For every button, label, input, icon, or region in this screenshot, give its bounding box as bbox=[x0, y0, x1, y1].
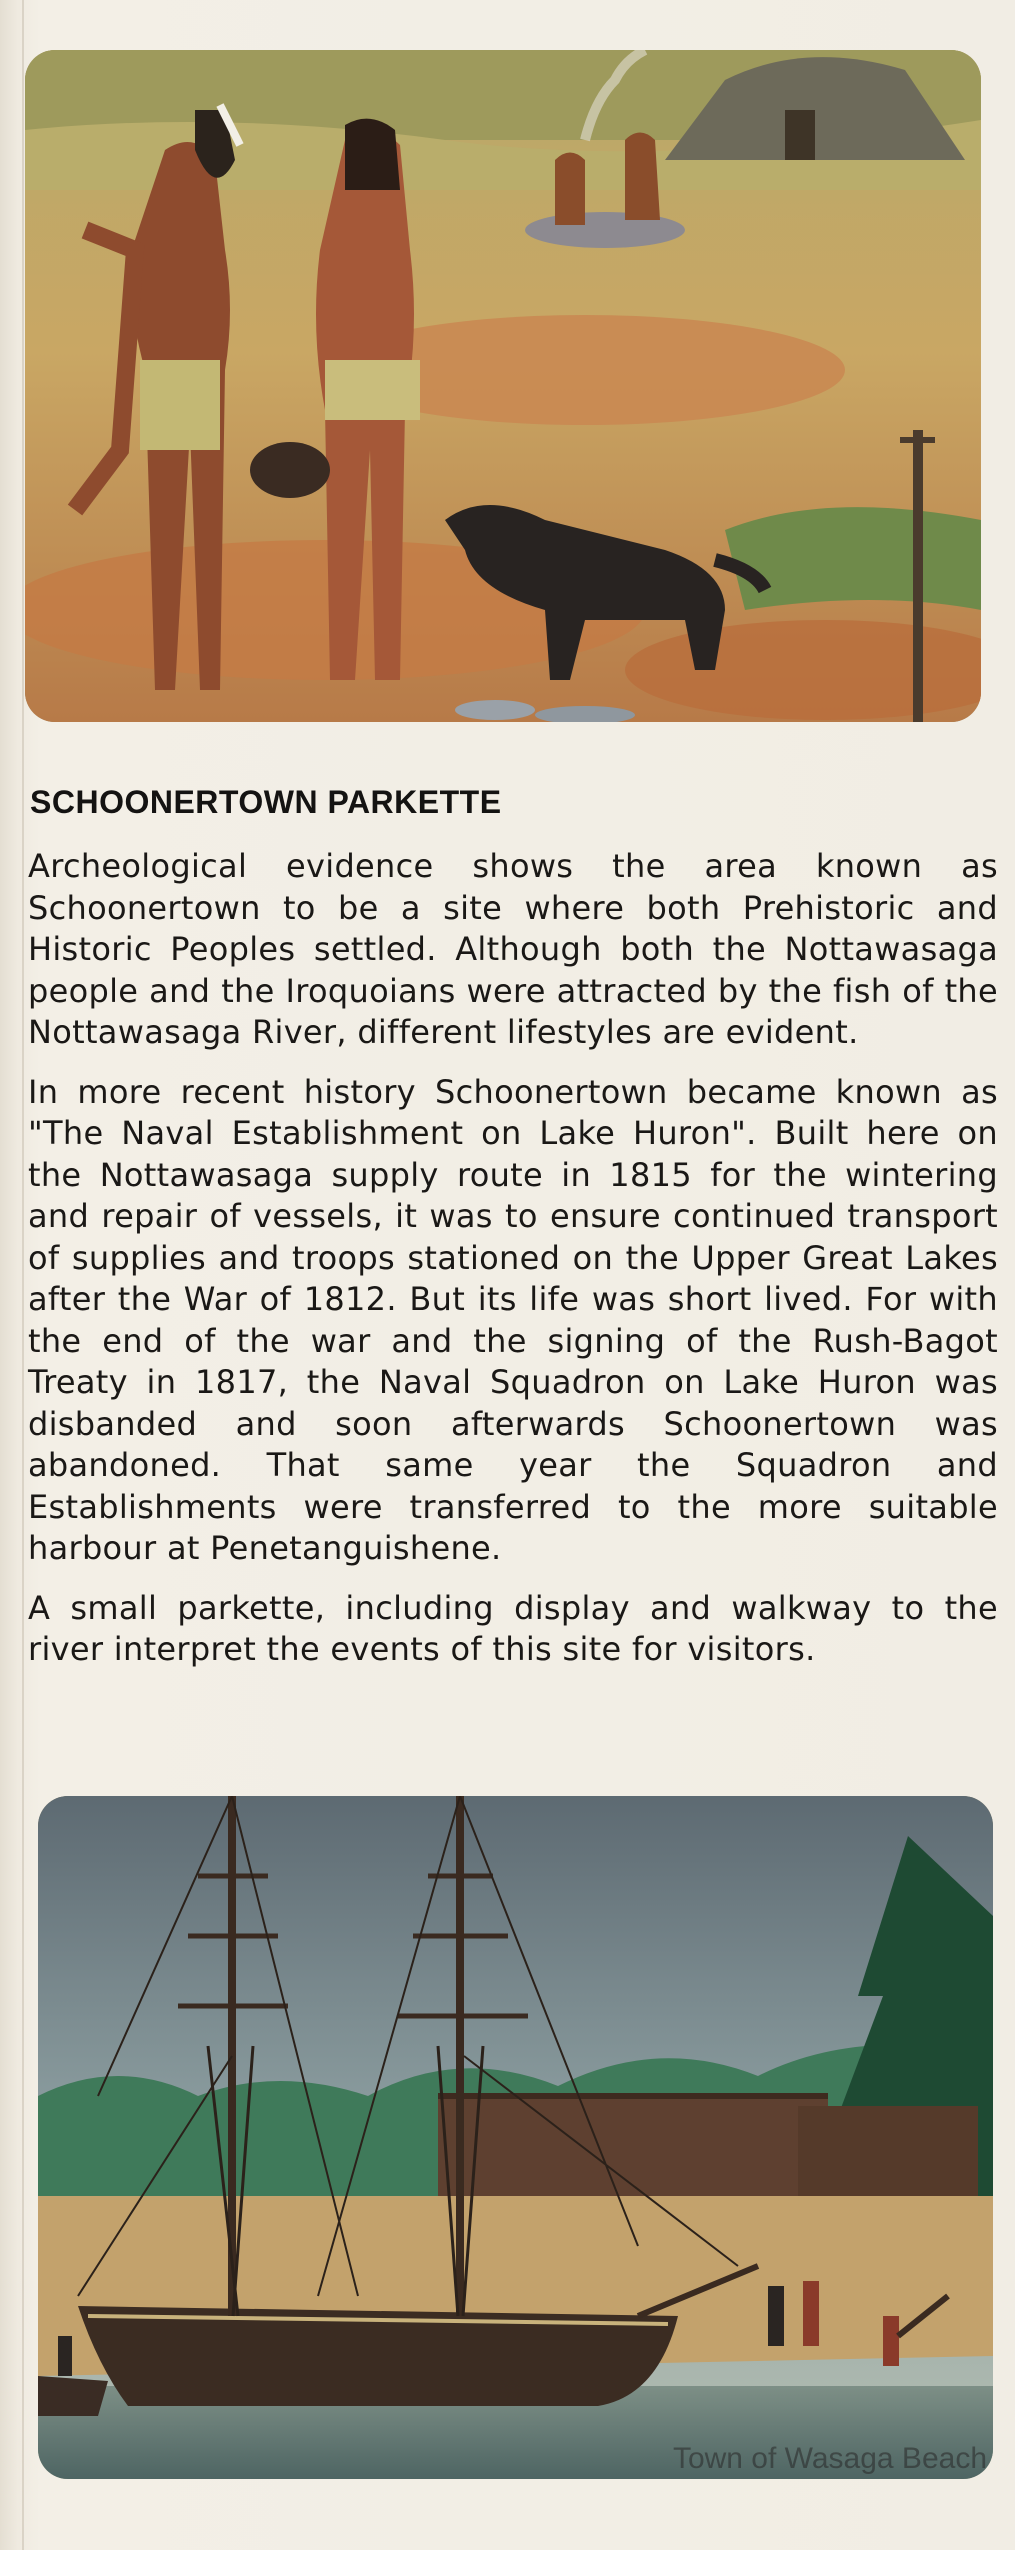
paragraph-naval-history: In more recent history Schoonertown became known as "The Naval Establishment on Lake Huron". Built here on the Nottawasaga supply route in 1815 for the wintering and repair of vessels, it was to ensure continued transport of supplies and troops stationed on the Upper Great Lakes after the War of 1812. But its life was short lived. For with the end of the war and the signing of the Rush-Bagot Treaty in 1817, the Naval Squadron on Lake Huron was disbanded and soon afterwards Schoonertown was abandoned. That same year the Squadron and Establishments were transferred to the more suitable harbour at Penetanguishene. bbox=[28, 1072, 998, 1567]
body-text bbox=[28, 846, 998, 1689]
illustration-indigenous-camp bbox=[25, 50, 981, 722]
paragraph-parkette: A small parkette, including display and walkway to the river interpret the events of this site for visitors. bbox=[28, 1588, 998, 1668]
section-heading: SCHOONERTOWN PARKETTE bbox=[30, 784, 502, 820]
paragraph-archeology: Archeological evidence shows the area known as Schoonertown to be a site where both Prehistoric and Historic Peoples settled. Although both the Nottawasaga people and the Iroquoians were attracted by the fish of the Nottawasaga River, different lifestyles are evident. bbox=[28, 847, 998, 1051]
page-fold-line bbox=[22, 0, 24, 2550]
watermark-credit: Town of Wasaga Beach bbox=[672, 2442, 987, 2475]
illustration-indigenous-camp-art bbox=[25, 50, 981, 722]
illustration-schooner-naval-establishment bbox=[38, 1796, 993, 2479]
illustration-schooner-art bbox=[38, 1796, 993, 2479]
